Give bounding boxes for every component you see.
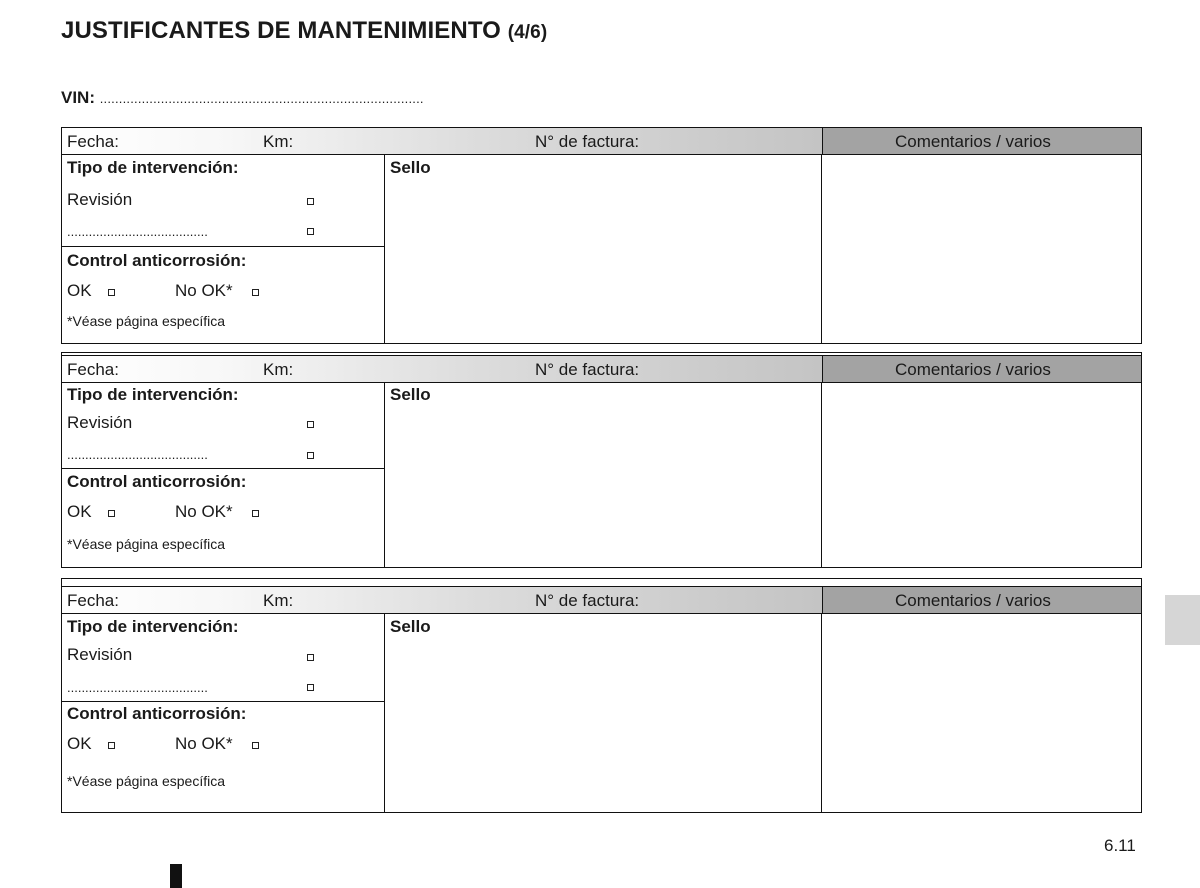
- revision-checkbox[interactable]: [307, 421, 314, 428]
- no-ok-checkbox[interactable]: [252, 510, 259, 517]
- title-page-indicator: (4/6): [507, 22, 548, 43]
- km-label: Km:: [263, 132, 294, 151]
- other-intervention-checkbox[interactable]: [307, 452, 314, 459]
- record-header: [62, 128, 1141, 155]
- intervention-panel: [62, 155, 385, 343]
- footnote: *Véase página específica: [67, 313, 225, 329]
- fecha-label: Fecha:: [67, 360, 119, 379]
- footnote: *Véase página específica: [67, 773, 225, 789]
- km-label: Km:: [263, 591, 294, 610]
- record-header: [62, 587, 1141, 614]
- no-ok-checkbox[interactable]: [252, 742, 259, 749]
- stamp-panel: [385, 383, 822, 567]
- comentarios-label: Comentarios / varios: [895, 360, 1051, 379]
- ok-checkbox[interactable]: [108, 510, 115, 517]
- ok-checkbox[interactable]: [108, 742, 115, 749]
- no-ok-label: No OK*: [175, 502, 233, 521]
- control-anticorrosion-label: Control anticorrosión:: [67, 704, 247, 723]
- fecha-label: Fecha:: [67, 132, 119, 151]
- no-ok-checkbox[interactable]: [252, 289, 259, 296]
- page-edge-marker: [170, 864, 182, 888]
- factura-label: N° de factura:: [535, 132, 640, 151]
- other-intervention-checkbox[interactable]: [307, 684, 314, 691]
- maintenance-record-2: [61, 352, 1142, 568]
- control-anticorrosion-label: Control anticorrosión:: [67, 472, 247, 491]
- revision-label: Revisión: [67, 413, 133, 432]
- maintenance-record-1: [61, 127, 1142, 344]
- other-intervention-checkbox[interactable]: [307, 228, 314, 235]
- record-header: [62, 356, 1141, 383]
- no-ok-label: No OK*: [175, 734, 233, 753]
- revision-checkbox[interactable]: [307, 654, 314, 661]
- revision-checkbox[interactable]: [307, 198, 314, 205]
- sello-label: Sello: [390, 385, 431, 404]
- ok-label: OK: [67, 281, 92, 300]
- other-intervention-line[interactable]: .......................................: [67, 224, 208, 239]
- comments-area[interactable]: [822, 614, 1141, 812]
- page-title: [61, 17, 547, 45]
- tipo-intervencion-label: Tipo de intervención:: [67, 385, 239, 404]
- vin-label: VIN:: [61, 88, 95, 107]
- no-ok-label: No OK*: [175, 281, 233, 300]
- revision-label: Revisión: [67, 645, 133, 664]
- revision-label: Revisión: [67, 190, 133, 209]
- tipo-intervencion-label: Tipo de intervención:: [67, 158, 239, 177]
- comments-area[interactable]: [822, 155, 1141, 343]
- km-label: Km:: [263, 360, 294, 379]
- title-main: JUSTIFICANTES DE MANTENIMIENTO: [61, 17, 501, 44]
- comentarios-label: Comentarios / varios: [895, 132, 1051, 151]
- section-tab: [1165, 595, 1200, 645]
- ok-checkbox[interactable]: [108, 289, 115, 296]
- comments-area[interactable]: [822, 383, 1141, 567]
- ok-label: OK: [67, 734, 92, 753]
- tipo-intervencion-label: Tipo de intervención:: [67, 617, 239, 636]
- vin-field[interactable]: .....................................................................................: [99, 91, 424, 106]
- footnote: *Véase página específica: [67, 536, 225, 552]
- comentarios-label: Comentarios / varios: [895, 591, 1051, 610]
- fecha-label: Fecha:: [67, 591, 119, 610]
- page-number: 6.11: [1104, 836, 1136, 855]
- control-anticorrosion-label: Control anticorrosión:: [67, 251, 247, 270]
- other-intervention-line[interactable]: .......................................: [67, 680, 208, 695]
- sello-label: Sello: [390, 617, 431, 636]
- factura-label: N° de factura:: [535, 360, 640, 379]
- factura-label: N° de factura:: [535, 591, 640, 610]
- intervention-panel: [62, 614, 385, 812]
- intervention-panel: [62, 383, 385, 567]
- maintenance-record-3: [61, 578, 1142, 813]
- stamp-panel: [385, 614, 822, 812]
- ok-label: OK: [67, 502, 92, 521]
- vin-line: [61, 88, 424, 108]
- stamp-panel: [385, 155, 822, 343]
- sello-label: Sello: [390, 158, 431, 177]
- other-intervention-line[interactable]: .......................................: [67, 447, 208, 462]
